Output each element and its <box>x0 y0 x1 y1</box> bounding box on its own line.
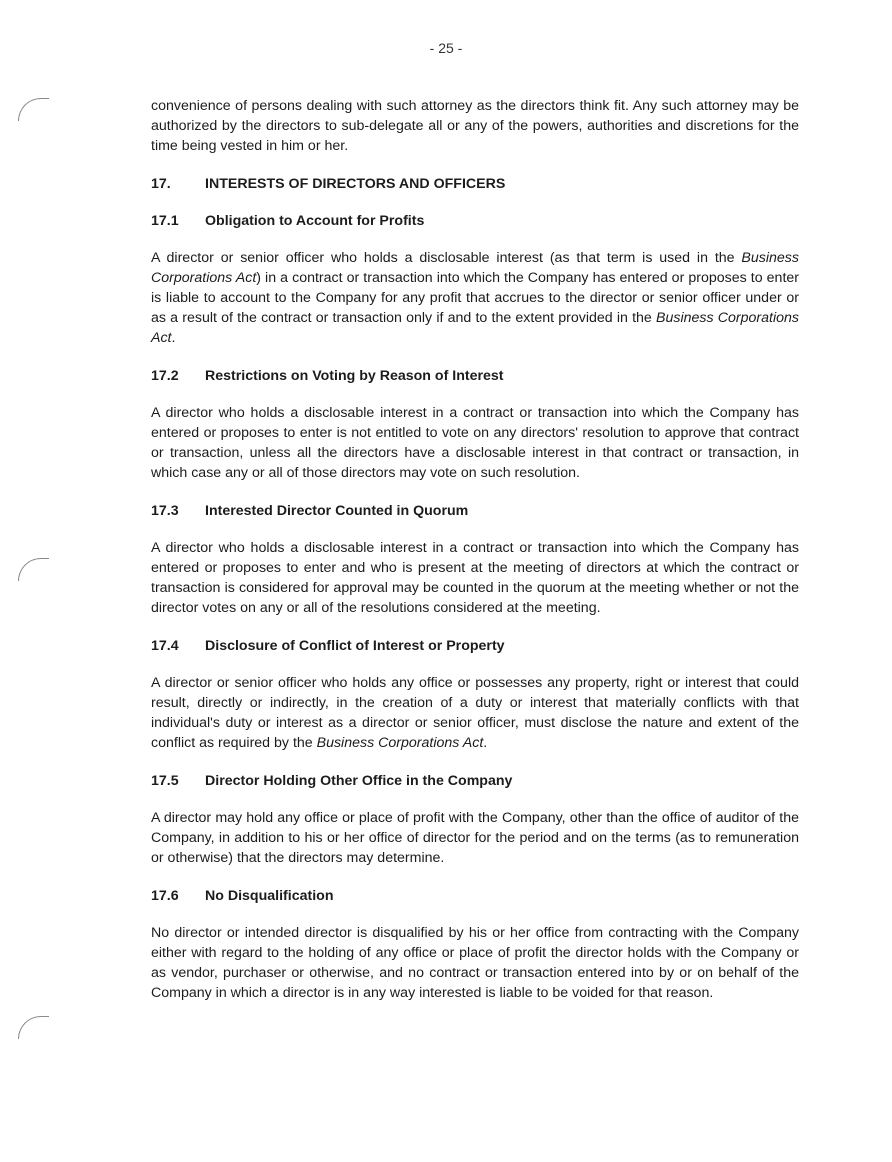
subsection-number: 17.4 <box>151 638 179 654</box>
subsection-heading-17-5 <box>151 771 799 791</box>
subsection-heading-17-1 <box>151 211 799 231</box>
paragraph-17-3: A director who holds a disclosable interest in a contract or transaction into which the Company has entered or proposes to enter and who is present at the meeting of directors at which the contract or transaction is considered for approval may be counted in the quorum at the meeting whether or not the director votes on any or all of the resolutions considered at the meeting. <box>151 540 799 616</box>
subsection-title: No Disqualification <box>205 888 334 904</box>
binder-hole-mark <box>18 98 49 121</box>
subsection-heading-17-3 <box>151 501 799 521</box>
binder-hole-mark <box>18 1016 49 1039</box>
subsection-heading-17-4 <box>151 636 799 656</box>
paragraph-17-1: A director or senior officer who holds a disclosable interest (as that term is used in the Business Corporations Act) in a contract or transaction into which the Company has entered or proposes to enter is liable to account to the Company for any profit that accrues to the director or senior officer under or as a result of the contract or transaction only if and to the extent provided in the Business Corporations Act. <box>151 250 800 346</box>
subsection-heading-17-6 <box>151 886 799 906</box>
subsection-number: 17.2 <box>151 368 179 384</box>
subsection-title: Restrictions on Voting by Reason of Interest <box>205 368 504 384</box>
subsection-heading-17-2 <box>151 366 799 386</box>
paragraph-17-6: No director or intended director is disqualified by his or her office from contracting with the Company either with regard to the holding of any office or place of profit the director holds with the Company or as vendor, purchaser or otherwise, and no contract or transaction entered into by or on behalf of the Company in which a director is in any way interested is liable to be voided for that reason. <box>151 925 799 1001</box>
section-title: INTERESTS OF DIRECTORS AND OFFICERS <box>205 176 506 192</box>
section-heading <box>151 174 799 194</box>
page-number: - 25 - <box>429 40 463 56</box>
paragraph-17-4: A director or senior officer who holds any office or possesses any property, right or interest that could result, directly or indirectly, in the creation of a duty or interest that materially conflicts with that individual's duty or interest as a director or senior officer, must disclose the nature and extent of the conflict as required by the Business Corporations Act. <box>151 675 799 751</box>
subsection-number: 17.5 <box>151 773 179 789</box>
subsection-title: Obligation to Account for Profits <box>205 213 425 229</box>
section-number: 17. <box>151 176 171 192</box>
intro-paragraph: convenience of persons dealing with such attorney as the directors think fit. Any such attorney may be authorized by the directors to sub-delegate all or any of the powers, authorities and discretions for the time being vested in him or her. <box>151 98 799 154</box>
subsection-number: 17.3 <box>151 503 179 519</box>
subsection-title: Interested Director Counted in Quorum <box>205 503 469 519</box>
subsection-number: 17.1 <box>151 213 179 229</box>
subsection-number: 17.6 <box>151 888 179 904</box>
paragraph-17-2: A director who holds a disclosable interest in a contract or transaction into which the Company has entered or proposes to enter is not entitled to vote on any directors' resolution to approve that contract or transaction, unless all the directors have a disclosable interest in that contract or transaction, in which case any or all of those directors may vote on such resolution. <box>151 405 799 481</box>
document-body <box>151 96 799 1003</box>
binder-hole-mark <box>18 558 49 581</box>
subsection-title: Director Holding Other Office in the Company <box>205 773 513 789</box>
subsection-title: Disclosure of Conflict of Interest or Property <box>205 638 505 654</box>
paragraph-17-5: A director may hold any office or place of profit with the Company, other than the office of auditor of the Company, in addition to his or her office of director for the period and on the terms (as to remuneration or otherwise) that the directors may determine. <box>151 810 799 866</box>
